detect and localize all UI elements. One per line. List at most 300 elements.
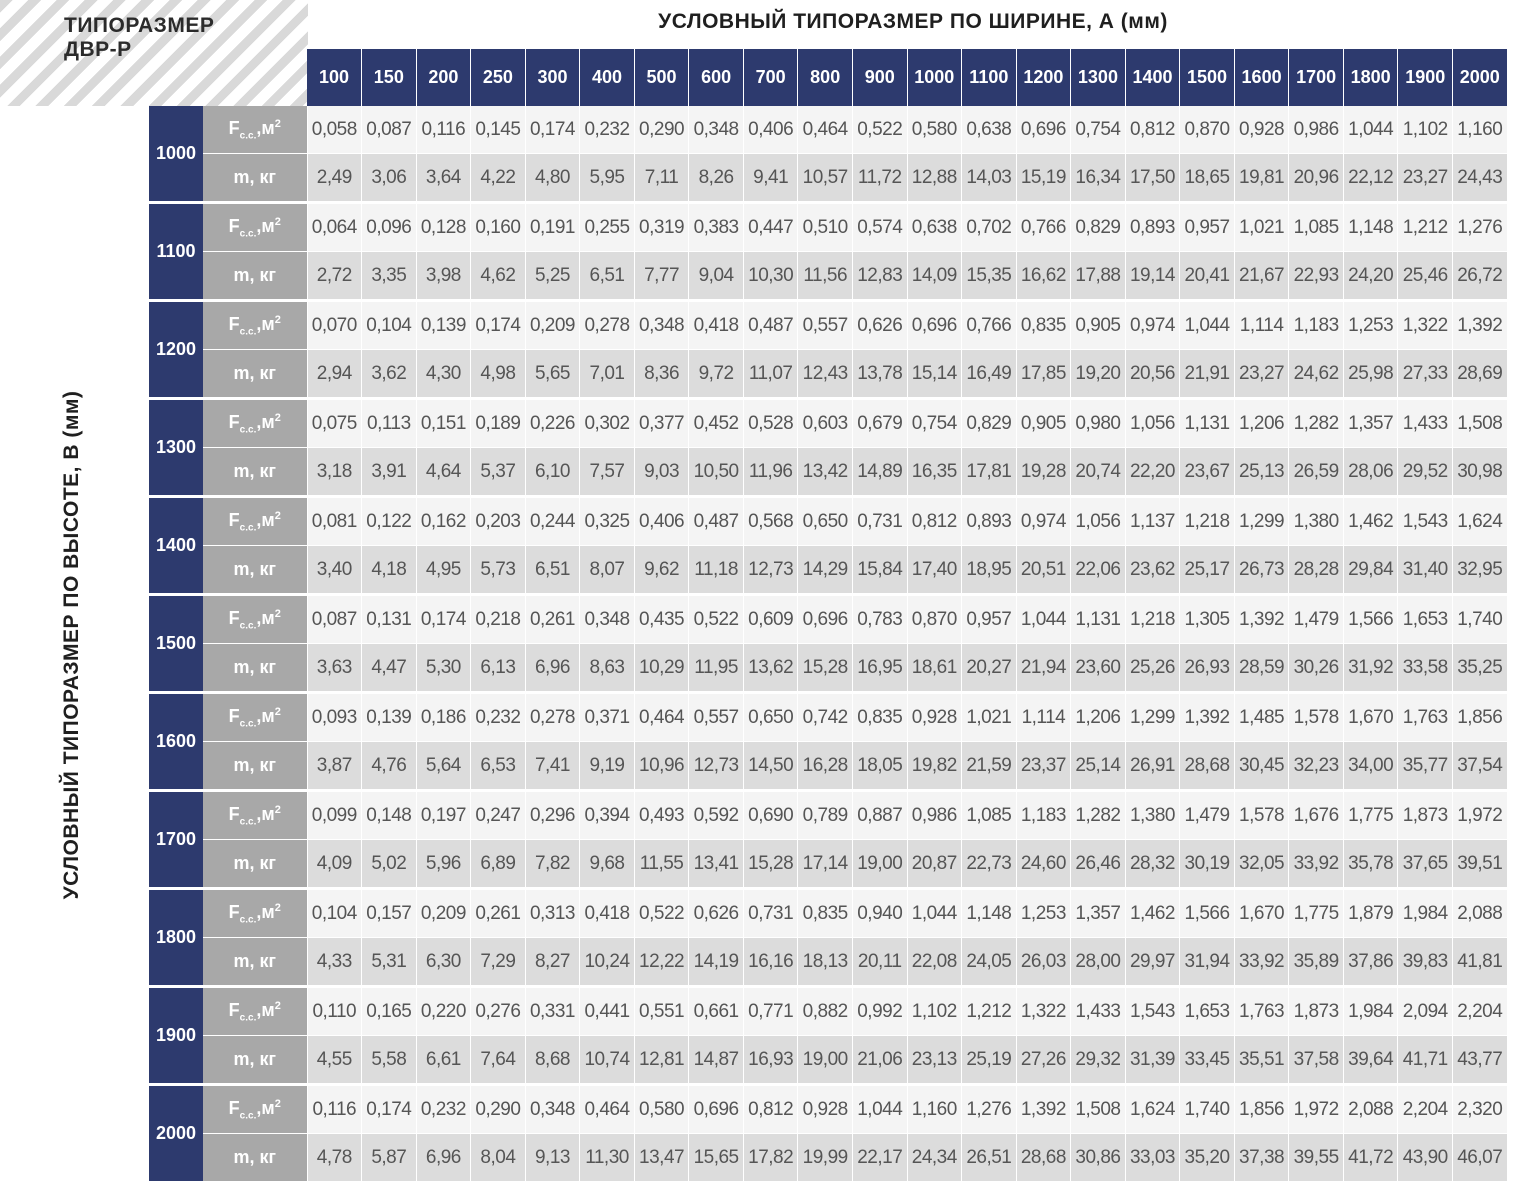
mass-value-cell: 28,68 (1180, 742, 1235, 791)
area-value-cell: 1,873 (1398, 791, 1453, 840)
mass-label: m, кг (203, 546, 307, 595)
mass-value-cell: 35,78 (1343, 840, 1398, 889)
mass-value-cell: 35,89 (1289, 938, 1344, 987)
area-value-cell: 0,162 (416, 497, 471, 546)
mass-value-cell: 17,85 (1016, 350, 1071, 399)
area-value-cell: 0,218 (471, 595, 526, 644)
mass-value-cell: 25,13 (1234, 448, 1289, 497)
table-row-mass (149, 1134, 1507, 1183)
mass-value-cell: 29,97 (1125, 938, 1180, 987)
mass-value-cell: 10,29 (634, 644, 689, 693)
area-symbol: F (228, 901, 240, 922)
mass-value-cell: 25,14 (1071, 742, 1126, 791)
mass-value-cell: 19,81 (1234, 154, 1289, 203)
area-value-cell: 1,322 (1016, 987, 1071, 1036)
area-value-cell: 1,670 (1234, 889, 1289, 938)
area-value-cell: 2,088 (1452, 889, 1507, 938)
area-value-cell: 0,905 (1071, 301, 1126, 350)
mass-value-cell: 5,73 (471, 546, 526, 595)
table-row-mass (149, 644, 1507, 693)
mass-value-cell: 33,58 (1398, 644, 1453, 693)
mass-value-cell: 11,18 (689, 546, 744, 595)
mass-value-cell: 41,72 (1343, 1134, 1398, 1183)
area-value-cell: 1,322 (1398, 301, 1453, 350)
mass-value-cell: 8,04 (471, 1134, 526, 1183)
column-header-width: 400 (580, 49, 635, 106)
area-value-cell: 1,160 (1452, 106, 1507, 154)
mass-value-cell: 5,87 (362, 1134, 417, 1183)
area-value-cell: 2,088 (1343, 1085, 1398, 1134)
area-value-cell: 0,731 (743, 889, 798, 938)
mass-value-cell: 20,56 (1125, 350, 1180, 399)
area-unit-power: 2 (274, 607, 281, 620)
mass-value-cell: 25,46 (1398, 252, 1453, 301)
area-value-cell: 0,244 (525, 497, 580, 546)
mass-value-cell: 23,27 (1234, 350, 1289, 399)
mass-value-cell: 19,82 (907, 742, 962, 791)
area-label (203, 987, 307, 1036)
table-title-line-2: ДВР-Р (64, 38, 132, 61)
mass-value-cell: 15,84 (852, 546, 907, 595)
area-value-cell: 0,829 (1071, 203, 1126, 252)
area-symbol: F (228, 607, 240, 628)
area-value-cell: 0,487 (689, 497, 744, 546)
mass-value-cell: 5,02 (362, 840, 417, 889)
mass-value-cell: 14,03 (962, 154, 1017, 203)
area-value-cell: 0,870 (1180, 106, 1235, 154)
blank-cell (203, 49, 307, 106)
area-value-cell: 1,566 (1180, 889, 1235, 938)
mass-value-cell: 26,93 (1180, 644, 1235, 693)
area-value-cell: 0,203 (471, 497, 526, 546)
mass-value-cell: 17,50 (1125, 154, 1180, 203)
area-value-cell: 1,253 (1016, 889, 1071, 938)
area-value-cell: 1,566 (1343, 595, 1398, 644)
mass-label: m, кг (203, 1036, 307, 1085)
mass-value-cell: 5,64 (416, 742, 471, 791)
mass-value-cell: 11,96 (743, 448, 798, 497)
area-value-cell: 0,696 (689, 1085, 744, 1134)
mass-value-cell: 20,96 (1289, 154, 1344, 203)
mass-value-cell: 25,17 (1180, 546, 1235, 595)
mass-value-cell: 20,74 (1071, 448, 1126, 497)
area-value-cell: 1,044 (1180, 301, 1235, 350)
area-value-cell: 0,789 (798, 791, 853, 840)
area-unit: ,м (256, 999, 275, 1020)
mass-value-cell: 3,35 (362, 252, 417, 301)
column-header-width: 250 (471, 49, 526, 106)
size-table (149, 49, 1508, 1184)
area-value-cell: 1,392 (1234, 595, 1289, 644)
mass-label: m, кг (203, 252, 307, 301)
row-header-height: 1400 (149, 497, 203, 595)
area-value-cell: 0,447 (743, 203, 798, 252)
area-value-cell: 0,087 (362, 106, 417, 154)
area-value-cell: 0,980 (1071, 399, 1126, 448)
mass-value-cell: 17,81 (962, 448, 1017, 497)
area-value-cell: 1,578 (1234, 791, 1289, 840)
area-label (203, 203, 307, 252)
mass-value-cell: 41,71 (1398, 1036, 1453, 1085)
table-row-mass (149, 546, 1507, 595)
mass-value-cell: 5,58 (362, 1036, 417, 1085)
area-value-cell: 0,160 (471, 203, 526, 252)
area-value-cell: 0,348 (525, 1085, 580, 1134)
mass-value-cell: 7,01 (580, 350, 635, 399)
area-value-cell: 1,543 (1125, 987, 1180, 1036)
mass-value-cell: 18,05 (852, 742, 907, 791)
area-value-cell: 0,905 (1016, 399, 1071, 448)
mass-label: m, кг (203, 840, 307, 889)
area-value-cell: 1,433 (1398, 399, 1453, 448)
mass-value-cell: 17,40 (907, 546, 962, 595)
area-value-cell: 0,113 (362, 399, 417, 448)
mass-value-cell: 19,14 (1125, 252, 1180, 301)
area-value-cell: 0,116 (307, 1085, 362, 1134)
area-subscript: с.с. (239, 1110, 257, 1122)
mass-value-cell: 10,74 (580, 1036, 635, 1085)
area-value-cell: 1,485 (1234, 693, 1289, 742)
area-value-cell: 0,128 (416, 203, 471, 252)
area-value-cell: 0,829 (962, 399, 1017, 448)
mass-label: m, кг (203, 938, 307, 987)
area-value-cell: 1,856 (1452, 693, 1507, 742)
area-value-cell: 0,638 (962, 106, 1017, 154)
area-value-cell: 0,441 (580, 987, 635, 1036)
mass-value-cell: 26,91 (1125, 742, 1180, 791)
area-symbol: F (228, 999, 240, 1020)
table-row-area (149, 1085, 1507, 1134)
area-value-cell: 1,137 (1125, 497, 1180, 546)
row-header-height: 1200 (149, 301, 203, 399)
mass-value-cell: 26,03 (1016, 938, 1071, 987)
column-header-width: 1600 (1234, 49, 1289, 106)
area-value-cell: 0,928 (907, 693, 962, 742)
area-symbol: F (228, 411, 240, 432)
area-symbol: F (228, 215, 240, 236)
column-header-width: 800 (798, 49, 853, 106)
area-value-cell: 1,624 (1125, 1085, 1180, 1134)
area-value-cell: 1,299 (1125, 693, 1180, 742)
area-value-cell: 0,104 (362, 301, 417, 350)
mass-label: m, кг (203, 154, 307, 203)
mass-value-cell: 3,64 (416, 154, 471, 203)
row-header-height: 1500 (149, 595, 203, 693)
mass-value-cell: 4,95 (416, 546, 471, 595)
mass-value-cell: 13,42 (798, 448, 853, 497)
area-value-cell: 0,557 (798, 301, 853, 350)
column-header-width: 200 (416, 49, 471, 106)
mass-value-cell: 29,84 (1343, 546, 1398, 595)
area-value-cell: 0,110 (307, 987, 362, 1036)
area-value-cell: 1,044 (907, 889, 962, 938)
mass-value-cell: 26,46 (1071, 840, 1126, 889)
mass-value-cell: 31,40 (1398, 546, 1453, 595)
mass-value-cell: 26,51 (962, 1134, 1017, 1183)
column-header-width: 1500 (1180, 49, 1235, 106)
area-value-cell: 0,325 (580, 497, 635, 546)
area-value-cell: 2,094 (1398, 987, 1453, 1036)
mass-value-cell: 8,63 (580, 644, 635, 693)
column-header-width: 700 (743, 49, 798, 106)
mass-label: m, кг (203, 1134, 307, 1183)
area-value-cell: 0,157 (362, 889, 417, 938)
area-value-cell: 0,522 (852, 106, 907, 154)
mass-value-cell: 6,13 (471, 644, 526, 693)
column-header-width: 300 (525, 49, 580, 106)
area-value-cell: 0,452 (689, 399, 744, 448)
mass-value-cell: 13,78 (852, 350, 907, 399)
area-value-cell: 1,305 (1180, 595, 1235, 644)
area-value-cell: 0,887 (852, 791, 907, 840)
area-value-cell: 0,209 (525, 301, 580, 350)
area-label (203, 497, 307, 546)
area-value-cell: 1,299 (1234, 497, 1289, 546)
area-value-cell: 0,957 (962, 595, 1017, 644)
area-value-cell: 0,058 (307, 106, 362, 154)
column-header-row (149, 49, 1507, 106)
mass-value-cell: 4,30 (416, 350, 471, 399)
area-value-cell: 1,984 (1343, 987, 1398, 1036)
area-value-cell: 0,580 (907, 106, 962, 154)
area-value-cell: 0,247 (471, 791, 526, 840)
mass-value-cell: 24,34 (907, 1134, 962, 1183)
mass-value-cell: 4,47 (362, 644, 417, 693)
area-value-cell: 1,479 (1289, 595, 1344, 644)
area-value-cell: 0,075 (307, 399, 362, 448)
area-value-cell: 0,165 (362, 987, 417, 1036)
mass-value-cell: 27,26 (1016, 1036, 1071, 1085)
mass-value-cell: 4,09 (307, 840, 362, 889)
mass-value-cell: 6,96 (416, 1134, 471, 1183)
mass-value-cell: 15,14 (907, 350, 962, 399)
mass-value-cell: 29,52 (1398, 448, 1453, 497)
area-value-cell: 1,740 (1180, 1085, 1235, 1134)
mass-value-cell: 9,41 (743, 154, 798, 203)
area-symbol: F (228, 705, 240, 726)
area-value-cell: 1,984 (1398, 889, 1453, 938)
mass-label: m, кг (203, 448, 307, 497)
table-row-mass (149, 1036, 1507, 1085)
area-unit-power: 2 (274, 999, 281, 1012)
area-value-cell: 1,212 (962, 987, 1017, 1036)
mass-value-cell: 23,67 (1180, 448, 1235, 497)
mass-value-cell: 22,08 (907, 938, 962, 987)
area-value-cell: 0,139 (362, 693, 417, 742)
area-value-cell: 0,754 (907, 399, 962, 448)
column-header-width: 1100 (962, 49, 1017, 106)
column-header-width: 500 (634, 49, 689, 106)
mass-value-cell: 7,41 (525, 742, 580, 791)
area-value-cell: 0,278 (580, 301, 635, 350)
area-value-cell: 1,206 (1234, 399, 1289, 448)
area-value-cell: 1,282 (1289, 399, 1344, 448)
mass-value-cell: 4,18 (362, 546, 417, 595)
area-value-cell: 0,104 (307, 889, 362, 938)
column-header-width: 150 (362, 49, 417, 106)
mass-label: m, кг (203, 742, 307, 791)
area-value-cell: 1,183 (1016, 791, 1071, 840)
area-unit: ,м (256, 1097, 275, 1118)
area-value-cell: 0,557 (689, 693, 744, 742)
mass-value-cell: 22,17 (852, 1134, 907, 1183)
mass-value-cell: 22,93 (1289, 252, 1344, 301)
area-subscript: с.с. (239, 718, 257, 730)
mass-value-cell: 3,18 (307, 448, 362, 497)
area-value-cell: 0,174 (362, 1085, 417, 1134)
mass-value-cell: 22,12 (1343, 154, 1398, 203)
mass-value-cell: 14,89 (852, 448, 907, 497)
area-value-cell: 1,148 (1343, 203, 1398, 252)
mass-value-cell: 12,88 (907, 154, 962, 203)
mass-value-cell: 11,56 (798, 252, 853, 301)
mass-value-cell: 20,87 (907, 840, 962, 889)
mass-value-cell: 3,06 (362, 154, 417, 203)
area-label (203, 595, 307, 644)
mass-value-cell: 15,35 (962, 252, 1017, 301)
mass-value-cell: 25,19 (962, 1036, 1017, 1085)
area-label (203, 889, 307, 938)
mass-value-cell: 26,72 (1452, 252, 1507, 301)
area-subscript: с.с. (239, 620, 257, 632)
mass-value-cell: 6,89 (471, 840, 526, 889)
area-value-cell: 1,282 (1071, 791, 1126, 840)
mass-value-cell: 16,62 (1016, 252, 1071, 301)
area-value-cell: 1,543 (1398, 497, 1453, 546)
mass-value-cell: 9,72 (689, 350, 744, 399)
mass-value-cell: 37,86 (1343, 938, 1398, 987)
mass-value-cell: 5,65 (525, 350, 580, 399)
area-value-cell: 0,406 (634, 497, 689, 546)
table-row-mass (149, 252, 1507, 301)
mass-value-cell: 46,07 (1452, 1134, 1507, 1183)
mass-value-cell: 5,37 (471, 448, 526, 497)
area-label (203, 693, 307, 742)
area-value-cell: 0,992 (852, 987, 907, 1036)
mass-value-cell: 7,77 (634, 252, 689, 301)
mass-value-cell: 19,20 (1071, 350, 1126, 399)
area-value-cell: 1,085 (962, 791, 1017, 840)
area-value-cell: 0,568 (743, 497, 798, 546)
area-value-cell: 0,096 (362, 203, 417, 252)
area-unit-power: 2 (274, 803, 281, 816)
column-header-width: 600 (689, 49, 744, 106)
area-value-cell: 1,433 (1071, 987, 1126, 1036)
table-body (149, 106, 1507, 1183)
mass-value-cell: 16,93 (743, 1036, 798, 1085)
mass-value-cell: 9,19 (580, 742, 635, 791)
area-value-cell: 1,114 (1234, 301, 1289, 350)
mass-value-cell: 22,73 (962, 840, 1017, 889)
area-unit-power: 2 (274, 313, 281, 326)
area-value-cell: 2,204 (1452, 987, 1507, 1036)
area-value-cell: 0,296 (525, 791, 580, 840)
mass-value-cell: 3,62 (362, 350, 417, 399)
mass-value-cell: 34,00 (1343, 742, 1398, 791)
area-symbol: F (228, 117, 240, 138)
mass-value-cell: 4,98 (471, 350, 526, 399)
mass-value-cell: 11,55 (634, 840, 689, 889)
mass-value-cell: 14,29 (798, 546, 853, 595)
mass-value-cell: 9,62 (634, 546, 689, 595)
mass-value-cell: 16,95 (852, 644, 907, 693)
mass-value-cell: 28,06 (1343, 448, 1398, 497)
mass-value-cell: 8,36 (634, 350, 689, 399)
mass-value-cell: 6,30 (416, 938, 471, 987)
area-symbol: F (228, 803, 240, 824)
mass-value-cell: 35,25 (1452, 644, 1507, 693)
area-value-cell: 0,191 (525, 203, 580, 252)
area-value-cell: 0,116 (416, 106, 471, 154)
mass-value-cell: 16,35 (907, 448, 962, 497)
table-row-area (149, 106, 1507, 154)
area-value-cell: 0,377 (634, 399, 689, 448)
mass-value-cell: 6,61 (416, 1036, 471, 1085)
mass-value-cell: 7,82 (525, 840, 580, 889)
area-value-cell: 0,290 (634, 106, 689, 154)
area-value-cell: 1,357 (1343, 399, 1398, 448)
mass-value-cell: 8,68 (525, 1036, 580, 1085)
mass-value-cell: 28,69 (1452, 350, 1507, 399)
mass-value-cell: 23,60 (1071, 644, 1126, 693)
area-value-cell: 0,348 (689, 106, 744, 154)
area-value-cell: 0,148 (362, 791, 417, 840)
area-value-cell: 0,081 (307, 497, 362, 546)
mass-value-cell: 31,92 (1343, 644, 1398, 693)
row-header-height: 1300 (149, 399, 203, 497)
area-value-cell: 0,232 (416, 1085, 471, 1134)
area-value-cell: 1,462 (1343, 497, 1398, 546)
area-unit-power: 2 (274, 901, 281, 914)
mass-value-cell: 10,96 (634, 742, 689, 791)
mass-value-cell: 39,55 (1289, 1134, 1344, 1183)
mass-value-cell: 12,22 (634, 938, 689, 987)
column-header-width: 1300 (1071, 49, 1126, 106)
mass-value-cell: 21,91 (1180, 350, 1235, 399)
area-value-cell: 1,972 (1452, 791, 1507, 840)
area-value-cell: 0,313 (525, 889, 580, 938)
row-header-height: 1700 (149, 791, 203, 889)
mass-value-cell: 12,73 (743, 546, 798, 595)
area-symbol: F (228, 509, 240, 530)
mass-value-cell: 16,28 (798, 742, 853, 791)
mass-value-cell: 39,51 (1452, 840, 1507, 889)
area-value-cell: 1,380 (1125, 791, 1180, 840)
area-unit: ,м (256, 313, 275, 334)
mass-value-cell: 35,20 (1180, 1134, 1235, 1183)
area-value-cell: 0,893 (1125, 203, 1180, 252)
area-value-cell: 0,151 (416, 399, 471, 448)
area-value-cell: 0,766 (962, 301, 1017, 350)
area-value-cell: 0,209 (416, 889, 471, 938)
area-value-cell: 0,928 (1234, 106, 1289, 154)
area-value-cell: 0,122 (362, 497, 417, 546)
table-row-area (149, 497, 1507, 546)
area-subscript: с.с. (239, 228, 257, 240)
area-value-cell: 1,479 (1180, 791, 1235, 840)
mass-value-cell: 13,62 (743, 644, 798, 693)
area-value-cell: 0,696 (798, 595, 853, 644)
mass-value-cell: 24,05 (962, 938, 1017, 987)
area-value-cell: 0,771 (743, 987, 798, 1036)
area-value-cell: 1,131 (1071, 595, 1126, 644)
row-header-height: 1900 (149, 987, 203, 1085)
mass-value-cell: 4,78 (307, 1134, 362, 1183)
column-header-width: 1700 (1289, 49, 1344, 106)
column-axis-title: УСЛОВНЫЙ ТИПОРАЗМЕР ПО ШИРИНЕ, А (мм) (658, 10, 1168, 33)
table-row-area (149, 203, 1507, 252)
table-row-area (149, 987, 1507, 1036)
